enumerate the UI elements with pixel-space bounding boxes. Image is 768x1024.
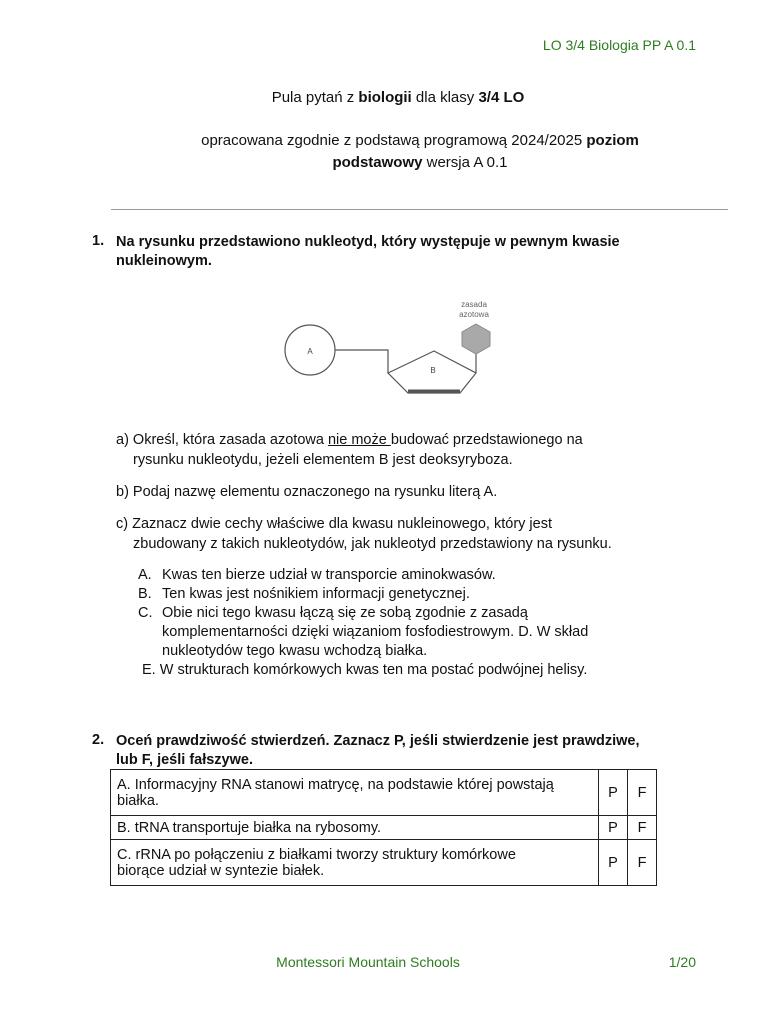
page-subtitle — [190, 130, 650, 174]
nucleotide-diagram — [282, 296, 502, 406]
question-1a: a) Określ, która zasada azotowa nie może budować przedstawionego na rysunku nukleotydu, jeżeli elementem B jest deoksyryboza. — [116, 432, 583, 468]
option-e[interactable]: E. W strukturach komórkowych kwas ten ma postać podwójnej helisy. — [142, 662, 588, 678]
divider — [111, 209, 728, 210]
footer-page-number: 1/20 — [668, 954, 696, 970]
table-row — [111, 840, 657, 886]
true-false-table — [110, 769, 657, 886]
question-1-number: 1. — [92, 233, 105, 249]
table-row — [111, 770, 657, 816]
true-cell[interactable]: P — [599, 816, 628, 840]
false-cell[interactable]: F — [628, 770, 657, 816]
nitrogen-base-hexagon — [462, 324, 490, 354]
table-row — [111, 816, 657, 840]
base-label-line-2: azotowa — [459, 310, 489, 319]
statement-cell: C. rRNA po połączeniu z białkami tworzy struktury komórkowe biorące udział w syntezie białek. — [111, 840, 599, 886]
option-a[interactable]: A. Kwas ten bierze udział w transporcie aminokwasów. — [138, 567, 496, 583]
question-2-number: 2. — [92, 732, 105, 748]
question-2-text: Oceń prawdziwość stwierdzeń. Zaznacz P, jeśli stwierdzenie jest prawdziwe, lub F, jeśli fałszywe. — [116, 733, 640, 768]
false-cell[interactable]: F — [628, 816, 657, 840]
base-label-line-1: zasada — [461, 300, 487, 309]
true-cell[interactable]: P — [599, 840, 628, 886]
statement-cell: A. Informacyjny RNA stanowi matrycę, na podstawie której powstają białka. — [111, 770, 599, 816]
false-cell[interactable]: F — [628, 840, 657, 886]
option-b[interactable]: B. Ten kwas jest nośnikiem informacji genetycznej. — [138, 586, 470, 602]
true-cell[interactable]: P — [599, 770, 628, 816]
option-d[interactable]: nukleotydów tego kwasu wchodzą białka. — [162, 643, 428, 659]
option-c[interactable]: C. Obie nici tego kwasu łączą się ze sobą zgodnie z zasadą — [138, 605, 528, 621]
footer-school: Montessori Mountain Schools — [276, 954, 460, 970]
subtitle-line-1: opracowana zgodnie z podstawą programową 2024/2025 poziom — [201, 132, 639, 149]
page-title: Pula pytań z biologii dla klasy 3/4 LO — [271, 89, 525, 106]
header-tag: LO 3/4 Biologia PP A 0.1 — [542, 37, 696, 53]
question-1-options — [138, 566, 658, 680]
subtitle-line-2: podstawowy wersja A 0.1 — [332, 154, 508, 171]
question-1b: b) Podaj nazwę elementu oznaczonego na rysunku literą A. — [116, 484, 498, 500]
phosphate-label: A — [307, 347, 313, 356]
question-1c: c) Zaznacz dwie cechy właściwe dla kwasu nukleinowego, który jest zbudowany z takich nukleotydów, jak nukleotyd przedstawiony na rysunku. — [116, 516, 612, 552]
statement-cell: B. tRNA transportuje białka na rybosomy. — [111, 816, 599, 840]
phosphate-bond — [335, 350, 388, 373]
question-1-text: Na rysunku przedstawiono nukleotyd, który występuje w pewnym kwasie nukleinowym. — [116, 234, 620, 269]
option-c-line-2: komplementarności dzięki wiązaniom fosfodiestrowym. D. W skład — [162, 624, 589, 640]
pentose-label: B — [430, 366, 436, 375]
